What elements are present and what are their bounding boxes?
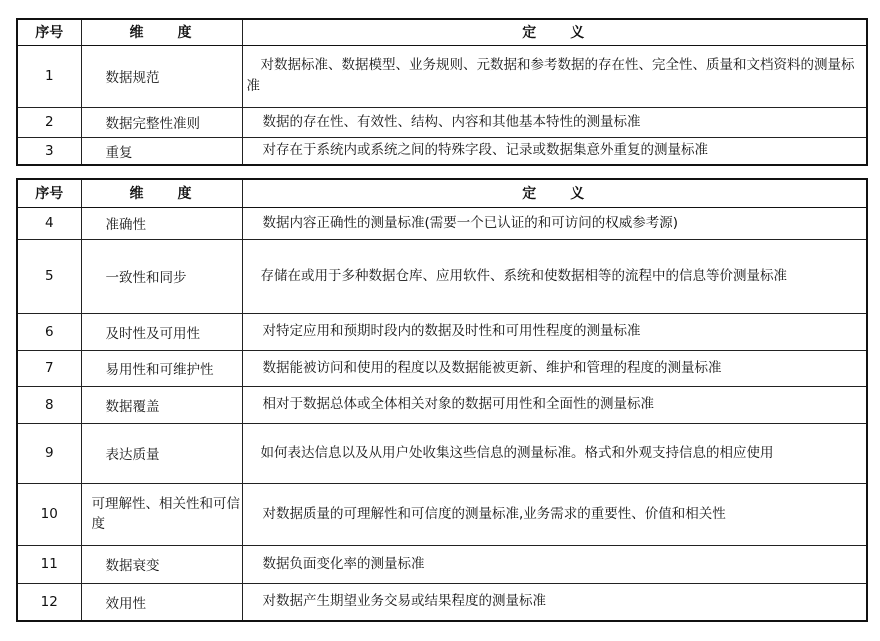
table-row	[17, 313, 867, 350]
row-definition: 如何表达信息以及从用户处收集这些信息的测量标准。格式和外观支持信息的相应使用	[242, 423, 867, 483]
table-header-row	[17, 179, 867, 207]
row-dimension: 表达质量	[81, 423, 242, 483]
row-dimension: 可理解性、相关性和可信度	[81, 483, 242, 545]
dimensions-table-part-2	[16, 178, 868, 622]
row-definition: 相对于数据总体或全体相关对象的数据可用性和全面性的测量标准	[242, 386, 867, 423]
row-no: 8	[17, 386, 81, 423]
row-dimension: 数据衰变	[81, 545, 242, 583]
row-no: 6	[17, 313, 81, 350]
row-definition: 对数据产生期望业务交易或结果程度的测量标准	[242, 583, 867, 621]
row-no: 9	[17, 423, 81, 483]
row-dimension: 重复	[81, 137, 242, 165]
row-definition: 数据负面变化率的测量标准	[242, 545, 867, 583]
header-definition: 定 义	[242, 19, 867, 45]
row-definition: 对数据质量的可理解性和可信度的测量标准,业务需求的重要性、价值和相关性	[242, 483, 867, 545]
table-header-row	[17, 19, 867, 45]
table-row	[17, 207, 867, 239]
table-row	[17, 583, 867, 621]
table-row	[17, 239, 867, 313]
row-definition: 数据内容正确性的测量标准(需要一个已认证的和可访问的权威参考源)	[242, 207, 867, 239]
row-no: 7	[17, 350, 81, 386]
row-definition: 对存在于系统内或系统之间的特殊字段、记录或数据集意外重复的测量标准	[242, 137, 867, 165]
row-definition: 对特定应用和预期时段内的数据及时性和可用性程度的测量标准	[242, 313, 867, 350]
header-no: 序号	[17, 19, 81, 45]
row-definition: 存储在或用于多种数据仓库、应用软件、系统和使数据相等的流程中的信息等价测量标准	[242, 239, 867, 313]
row-dimension: 数据覆盖	[81, 386, 242, 423]
table-row	[17, 386, 867, 423]
header-no: 序号	[17, 179, 81, 207]
row-dimension: 及时性及可用性	[81, 313, 242, 350]
row-dimension: 易用性和可维护性	[81, 350, 242, 386]
table-row	[17, 107, 867, 137]
header-definition: 定 义	[242, 179, 867, 207]
table-row	[17, 545, 867, 583]
row-definition: 数据能被访问和使用的程度以及数据能被更新、维护和管理的程度的测量标准	[242, 350, 867, 386]
row-no: 3	[17, 137, 81, 165]
header-dimension: 维 度	[81, 179, 242, 207]
header-dimension: 维 度	[81, 19, 242, 45]
row-no: 11	[17, 545, 81, 583]
dimensions-table-part-1	[16, 18, 868, 166]
table-row	[17, 350, 867, 386]
table-row	[17, 483, 867, 545]
row-no: 4	[17, 207, 81, 239]
row-no: 12	[17, 583, 81, 621]
table-row	[17, 423, 867, 483]
row-dimension: 准确性	[81, 207, 242, 239]
row-no: 1	[17, 45, 81, 107]
table-row	[17, 137, 867, 165]
table-row	[17, 45, 867, 107]
row-dimension: 效用性	[81, 583, 242, 621]
row-dimension: 一致性和同步	[81, 239, 242, 313]
row-definition: 数据的存在性、有效性、结构、内容和其他基本特性的测量标准	[242, 107, 867, 137]
row-no: 5	[17, 239, 81, 313]
row-no: 2	[17, 107, 81, 137]
row-definition: 对数据标准、数据模型、业务规则、元数据和参考数据的存在性、完全性、质量和文档资料的测量标准	[242, 45, 867, 107]
row-dimension: 数据完整性准则	[81, 107, 242, 137]
row-no: 10	[17, 483, 81, 545]
row-dimension: 数据规范	[81, 45, 242, 107]
